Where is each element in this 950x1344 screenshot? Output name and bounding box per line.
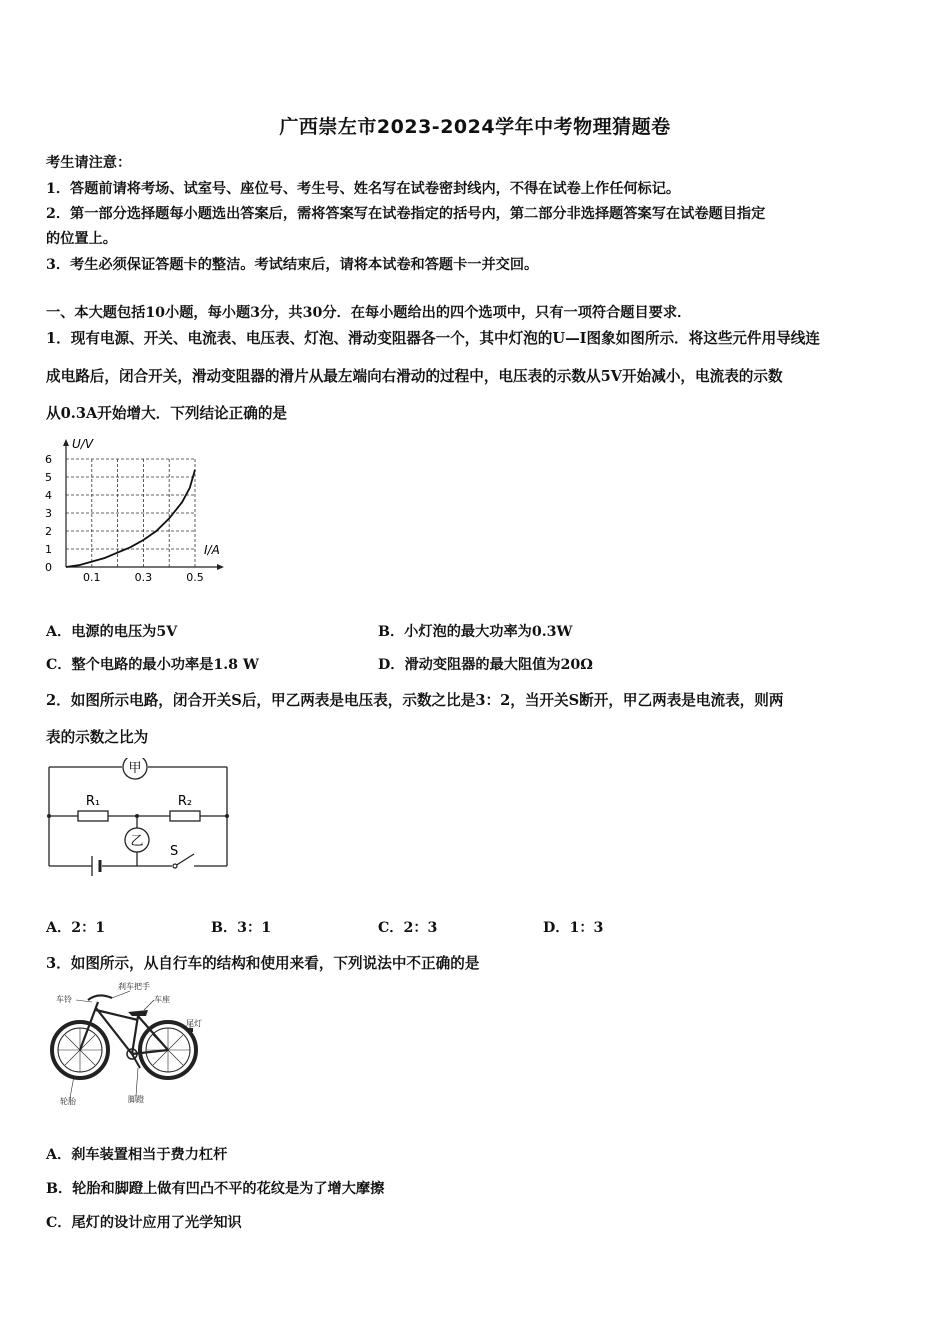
q1-option-d[interactable]: D．滑动变阻器的最大阻值为20Ω [378, 657, 593, 673]
q1-text-line-3: 从0.3A开始增大．下列结论正确的是 [46, 405, 288, 422]
q3-option-c[interactable]: C．尾灯的设计应用了光学知识 [46, 1215, 242, 1231]
y-tick-label: 4 [45, 489, 52, 502]
q1-option-b[interactable]: B．小灯泡的最大功率为0.3W [378, 624, 573, 640]
x-axis-label: I/A [204, 543, 220, 557]
label-bell: 车铃 [56, 995, 72, 1004]
ui-graph [40, 435, 240, 585]
q1-text-line-1: 1．现有电源、开关、电流表、电压表、灯泡、滑动变阻器各一个，其中灯泡的U—I图象如图所示．将这些元件用导线连 [46, 330, 820, 347]
meter-jia-label: 甲 [128, 761, 142, 776]
q3-option-a[interactable]: A．刹车装置相当于费力杠杆 [46, 1147, 228, 1163]
label-seat: 车座 [154, 995, 170, 1004]
meter-yi-label: 乙 [130, 834, 144, 849]
tail-light [188, 1028, 193, 1032]
x-tick-label: 0.3 [134, 571, 153, 584]
q2-option-d[interactable]: D．1：3 [543, 920, 604, 936]
ui-curve [66, 470, 195, 567]
resistor-r1 [78, 811, 108, 821]
x-tick-label: 0.1 [83, 571, 101, 584]
q2-option-c[interactable]: C．2：3 [378, 920, 438, 936]
q3-text: 3．如图所示，从自行车的结构和使用来看，下列说法中不正确的是 [46, 955, 480, 972]
notice-item-2: 2．第一部分选择题每小题选出答案后，需将答案写在试卷指定的括号内，第二部分非选择题答案写在试卷题目指定 [46, 206, 766, 222]
saddle [128, 1010, 148, 1016]
y-tick-label: 0 [45, 561, 52, 574]
y-axis-label: U/V [72, 437, 94, 451]
q1-text-line-2: 成电路后，闭合开关，滑动变阻器的滑片从最左端向右滑动的过程中，电压表的示数从5V开始减小，电流表的示数 [46, 368, 783, 385]
q3-option-b[interactable]: B．轮胎和脚蹬上做有凹凸不平的花纹是为了增大摩擦 [46, 1181, 385, 1197]
label-tire: 轮胎 [60, 1097, 76, 1106]
q2-option-b[interactable]: B．3：1 [211, 920, 272, 936]
switch-label: S [170, 844, 179, 859]
q1-option-a[interactable]: A．电源的电压为5V [46, 624, 178, 640]
r1-label: R₁ [85, 794, 101, 809]
page-title: 广西崇左市2023-2024学年中考物理猜题卷 [279, 116, 671, 138]
circuit-diagram [44, 758, 234, 888]
notice-heading: 考生请注意： [46, 155, 132, 171]
y-tick-labels [45, 453, 52, 574]
y-axis-arrow [63, 439, 69, 446]
y-tick-label: 6 [45, 453, 52, 466]
x-axis-arrow [217, 564, 224, 570]
chart-grid [66, 459, 195, 567]
label-pedal: 脚蹬 [128, 1095, 144, 1104]
label-brake: 刹车把手 [118, 982, 150, 991]
y-tick-label: 2 [45, 525, 52, 538]
q1-option-c[interactable]: C．整个电路的最小功率是1.8 W [46, 657, 259, 673]
notice-item-3: 3．考生必须保证答题卡的整洁。考试结束后，请将本试卷和答题卡一并交回。 [46, 257, 539, 273]
r2-label: R₂ [177, 794, 193, 809]
y-tick-label: 5 [45, 471, 52, 484]
section-heading: 一、本大题包括10小题，每小题3分，共30分．在每小题给出的四个选项中，只有一项符合题目要求． [46, 305, 692, 321]
resistor-r2 [170, 811, 200, 821]
y-tick-label: 3 [45, 507, 52, 520]
q2-text-line-2: 表的示数之比为 [46, 729, 149, 746]
q2-text-line-1: 2．如图所示电路，闭合开关S后，甲乙两表是电压表，示数之比是3：2，当开关S断开，甲乙两表是电流表，则两 [46, 692, 784, 709]
notice-item-1: 1．答题前请将考场、试室号、座位号、考生号、姓名写在试卷密封线内，不得在试卷上作任何标记。 [46, 181, 681, 197]
x-tick-label: 0.5 [186, 571, 204, 584]
y-tick-label: 1 [45, 543, 52, 556]
q2-option-a[interactable]: A．2：1 [46, 920, 106, 936]
bicycle-illustration [40, 980, 220, 1110]
label-taillight: 尾灯 [186, 1019, 202, 1028]
x-tick-labels [83, 571, 204, 584]
notice-item-2-cont: 的位置上。 [46, 231, 117, 247]
